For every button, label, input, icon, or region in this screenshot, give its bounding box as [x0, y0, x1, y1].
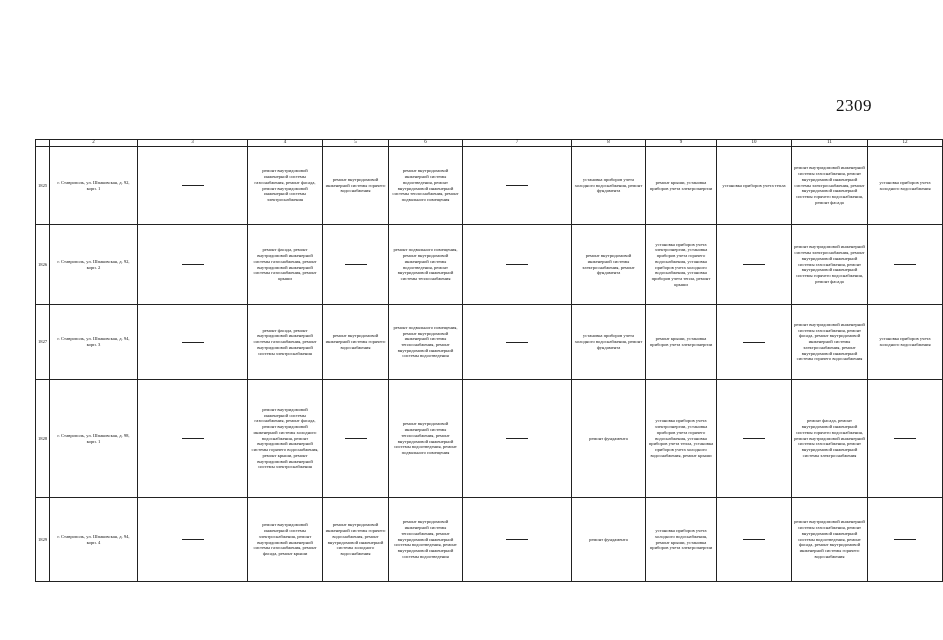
empty-cell-c5: [323, 225, 389, 305]
works-cell-c5: ремонт внутридомовой инженерной системы горячего водоснабжения, ремонт внутридомовой инженерной системы холодного водоснабжения: [323, 498, 389, 582]
column-number: 12: [868, 140, 943, 147]
works-cell-c8: установка приборов учета холодного водоснабжения, ремонт фундамента: [572, 305, 646, 380]
row-number: 1827: [36, 305, 50, 380]
address-cell: г. Ставрополь, ул. Шпаковская, д. 92, корп. 1: [50, 147, 138, 225]
table-row: [36, 225, 943, 305]
works-cell-c8: ремонт фундамента: [572, 380, 646, 498]
table-row: [36, 147, 943, 225]
column-number: 5: [323, 140, 389, 147]
dash-mark: [182, 264, 204, 265]
works-cell-c9: установка приборов учета электроэнергии, установка приборов учета горячего водоснабжения, установка приборов учета тепла, установка приборов учета холодного водоснабжения, ремонт крыши: [646, 380, 717, 498]
empty-cell-c10: [717, 305, 792, 380]
dash-mark: [743, 342, 765, 343]
dash-mark: [182, 438, 204, 439]
works-cell-c11: ремонт фасада, ремонт внутридомовой инженерной системы горячего водоснабжения, ремонт внутридомовой инженерной системы газоснабжения, ремонт внутридомовой инженерной системы электроснабжения: [792, 380, 868, 498]
column-number: 4: [248, 140, 323, 147]
dash-mark: [182, 342, 204, 343]
dash-mark: [743, 264, 765, 265]
empty-cell-c7: [463, 380, 572, 498]
empty-cell-c3: [138, 225, 248, 305]
table-row: [36, 380, 943, 498]
works-cell-c11: ремонт внутридомовой инженерной системы газоснабжения, ремонт фасада, ремонт внутридомовой инженерной системы электроснабжения, ремонт внутридомовой инженерной системы горячего водоснабжения: [792, 305, 868, 380]
table-row: [36, 498, 943, 582]
empty-cell-c5: [323, 380, 389, 498]
works-cell-c4: ремонт фасада, ремонт внутридомовой инженерной системы газоснабжения, ремонт внутридомовой инженерной системы газоснабжения, ремонт крыши: [248, 225, 323, 305]
column-number: 10: [717, 140, 792, 147]
dash-mark: [743, 539, 765, 540]
address-cell: г. Ставрополь, ул. Шпаковская, д. 94, корп. 4: [50, 498, 138, 582]
row-number: 1829: [36, 498, 50, 582]
page-number: 2309: [836, 96, 872, 115]
column-number: 7: [463, 140, 572, 147]
empty-cell-c3: [138, 305, 248, 380]
works-cell-c4: ремонт внутридомовой инженерной системы газоснабжения, ремонт фасада, ремонт внутридомовой инженерной системы холодного водоснабжения, ремонт внутридомовой инженерной системы горячего водоснабжения, ремонт крыши, ремонт внутридомовой инженерной системы электроснабжения: [248, 380, 323, 498]
empty-cell-c7: [463, 147, 572, 225]
dash-mark: [743, 438, 765, 439]
works-cell-c8: установка приборов учета холодного водоснабжения, ремонт фундамента: [572, 147, 646, 225]
works-cell-c6: ремонт подвального помещения, ремонт внутридомовой инженерной системы водоотведения, ремонт внутридомовой инженерной системы теплоснабжения: [389, 225, 463, 305]
dash-mark: [506, 539, 528, 540]
row-number: 1825: [36, 147, 50, 225]
works-cell-c9: ремонт крыши, установка приборов учета электроэнергии: [646, 305, 717, 380]
column-number: 3: [138, 140, 248, 147]
works-cell-c11: ремонт внутридомовой инженерной системы электроснабжения, ремонт внутридомовой инженерной системы газоснабжения, ремонт внутридомовой инженерной системы горячего водоснабжения, ремонт фасада: [792, 225, 868, 305]
dash-mark: [506, 438, 528, 439]
works-cell-c9: установка приборов учета холодного водоснабжения, ремонт крыши, установка приборов учета электроэнергии: [646, 498, 717, 582]
dash-mark: [182, 539, 204, 540]
empty-cell-c3: [138, 380, 248, 498]
empty-cell-c7: [463, 305, 572, 380]
dash-mark: [894, 438, 916, 439]
works-cell-c5: ремонт внутридомовой инженерной системы горячего водоснабжения: [323, 305, 389, 380]
empty-cell-c3: [138, 147, 248, 225]
dash-mark: [345, 264, 367, 265]
empty-cell-c10: [717, 498, 792, 582]
column-number: 9: [646, 140, 717, 147]
works-cell-c5: ремонт внутридомовой инженерной системы горячего водоснабжения: [323, 147, 389, 225]
column-number: 2: [50, 140, 138, 147]
works-cell-c4: ремонт внутридомовой инженерной системы газоснабжения, ремонт фасада, ремонт внутридомовой инженерной системы электроснабжения: [248, 147, 323, 225]
table-row: [36, 305, 943, 380]
works-cell-c6: ремонт внутридомовой инженерной системы теплоснабжения, ремонт внутридомовой инженерной системы водоотведения, ремонт подвального помещения: [389, 380, 463, 498]
column-number: 11: [792, 140, 868, 147]
column-number: 6: [389, 140, 463, 147]
address-cell: г. Ставрополь, ул. Шпаковская, д. 98, корп. 1: [50, 380, 138, 498]
dash-mark: [894, 539, 916, 540]
address-cell: г. Ставрополь, ул. Шпаковская, д. 94, корп. 3: [50, 305, 138, 380]
empty-cell-c10: [717, 380, 792, 498]
dash-mark: [506, 342, 528, 343]
empty-cell-c10: [717, 225, 792, 305]
works-cell-c11: ремонт внутридомовой инженерной системы газоснабжения, ремонт внутридомовой инженерной системы электроснабжения, ремонт внутридомовой инженерной системы горячего водоснабжения, ремонт фасада: [792, 147, 868, 225]
empty-cell-c7: [463, 498, 572, 582]
dash-mark: [894, 264, 916, 265]
column-number: [36, 140, 50, 147]
row-number: 1826: [36, 225, 50, 305]
column-number: 8: [572, 140, 646, 147]
dash-mark: [506, 185, 528, 186]
empty-cell-c7: [463, 225, 572, 305]
column-number-row: [36, 140, 943, 147]
works-cell-c6: ремонт внутридомовой инженерной системы теплоснабжения, ремонт внутридомовой инженерной системы водоотведения, ремонт внутридомовой инженерной системы водоотведения: [389, 498, 463, 582]
dash-mark: [345, 438, 367, 439]
empty-cell-c3: [138, 498, 248, 582]
empty-cell-c12: [868, 498, 943, 582]
works-cell-c4: ремонт фасада, ремонт внутридомовой инженерной системы газоснабжения, ремонт внутридомовой инженерной системы электроснабжения: [248, 305, 323, 380]
works-cell-c9: ремонт крыши, установка приборов учета электроэнергии: [646, 147, 717, 225]
works-cell-c8: ремонт фундамента: [572, 498, 646, 582]
dash-mark: [182, 185, 204, 186]
empty-cell-c12: [868, 225, 943, 305]
works-cell-c6: ремонт внутридомовой инженерной системы водоотведения, ремонт внутридомовой инженерной системы теплоснабжения, ремонт подвального помещения: [389, 147, 463, 225]
works-cell-c11: ремонт внутридомовой инженерной системы газоснабжения, ремонт внутридомовой инженерной системы водоотведения, ремонт фасада, ремонт внутридомовой инженерной системы горячего водоснабжения: [792, 498, 868, 582]
repair-schedule-table: [35, 139, 943, 582]
works-cell-c8: ремонт внутридомовой инженерной системы электроснабжения, ремонт фундамента: [572, 225, 646, 305]
works-cell-c10: установка приборов учета тепла: [717, 147, 792, 225]
works-cell-c9: установка приборов учета электроэнергии, установка приборов учета горячего водоснабжения, установка приборов учета холодного водоснабжения, установка приборов учета тепла, ремонт крыши: [646, 225, 717, 305]
empty-cell-c12: [868, 380, 943, 498]
works-cell-c12: установка приборов учета холодного водоснабжения: [868, 305, 943, 380]
works-cell-c12: установка приборов учета холодного водоснабжения: [868, 147, 943, 225]
address-cell: г. Ставрополь, ул. Шпаковская, д. 92, корп. 2: [50, 225, 138, 305]
row-number: 1828: [36, 380, 50, 498]
dash-mark: [506, 264, 528, 265]
works-cell-c6: ремонт подвального помещения, ремонт внутридомовой инженерной системы теплоснабжения, ремонт внутридомовой инженерной системы водоотведения: [389, 305, 463, 380]
works-cell-c4: ремонт внутридомовой инженерной системы электроснабжения, ремонт внутридомовой инженерной системы газоснабжения, ремонт фасада, ремонт крыши: [248, 498, 323, 582]
